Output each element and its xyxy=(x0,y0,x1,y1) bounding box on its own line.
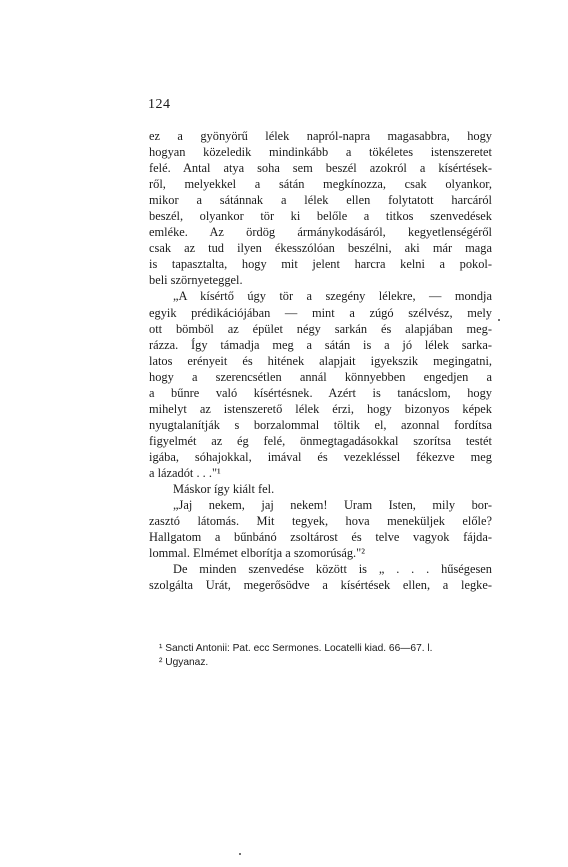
footnote: ¹ Sancti Antonii: Pat. ecc Sermones. Locatelli kiad. 66—67. l. xyxy=(159,643,433,654)
text-line: lommal. Elmémet elborítja a szomorúság."² xyxy=(149,546,365,561)
text-line: hogy a szerencsétlen annál könnyebben engedjen a xyxy=(149,369,492,384)
text-line: Máskor így kiált fel. xyxy=(173,482,275,497)
text-line: emléke. Az ördög ármánykodásáról, kegyetlenségéről xyxy=(149,225,492,240)
text-line: csak az tud ilyen ékesszólóan beszélni, aki már maga xyxy=(149,241,492,256)
text-line: nyugtalanítják s borzalommal töltik el, azonnal fordítsa xyxy=(149,417,492,432)
text-line: szolgálta Urát, megerősödve a kísértések ellen, a legke- xyxy=(149,578,492,593)
text-line: a lázadót . . ."¹ xyxy=(149,465,221,480)
text-line: hogyan közeledik mindinkább a tökéletes istenszeretet xyxy=(149,145,492,160)
body-text xyxy=(149,128,492,593)
page-number: 124 xyxy=(148,97,171,112)
text-line: ott bömböl az épület négy sarkán és alapjában meg- xyxy=(149,321,492,336)
text-line: „A kísértő úgy tör a szegény lélekre, — mondja xyxy=(173,289,492,304)
text-line: igába, sóhajokkal, imával és vezekléssel fékezve meg xyxy=(149,449,492,464)
text-line: egyik prédikációjában — mint a zúgó szélvész, mely xyxy=(149,305,492,320)
scan-speck xyxy=(239,853,241,855)
text-line: figyelmét az ég felé, önmegtagadásokkal szorítsa testét xyxy=(149,433,492,448)
text-line: ez a gyönyörű lélek napról-napra magasabbra, hogy xyxy=(149,129,492,143)
text-line: a bűnre való kísértésnek. Azért is tanácslom, hogy xyxy=(149,385,492,400)
text-line: mihelyt az istenszerető lélek érzi, hogy bizonyos képek xyxy=(149,401,492,416)
text-line: mikor a sátánnak a lélek ellen folytatott harcáról xyxy=(149,193,492,208)
text-line: ről, melyekkel a sátán megkínozza, csak olyankor, xyxy=(149,177,492,192)
scan-speck xyxy=(498,319,500,321)
text-line: latos erényeit és hitének alapjait igyekszik megingatni, xyxy=(149,353,492,368)
text-line: rázza. Így támadja meg a sátán is a jó lélek sarka- xyxy=(149,337,492,352)
text-line: Hallgatom a bűnbánó zsoltárost és telve vagyok fájda- xyxy=(149,530,492,545)
text-line: felé. Antal atya soha sem beszél azokról a kísértések- xyxy=(149,161,492,176)
footnote: ² Ugyanaz. xyxy=(159,657,209,668)
footnotes xyxy=(149,642,492,670)
text-line: De minden szenvedése között is „ . . . hűségesen xyxy=(173,562,492,577)
text-line: is tapasztalta, hogy mit jelent harcra kelni a pokol- xyxy=(149,257,492,272)
text-line: „Jaj nekem, jaj nekem! Uram Isten, mily bor- xyxy=(173,498,492,513)
text-line: zasztó látomás. Mit tegyek, hova meneküljek előle? xyxy=(149,514,492,529)
text-line: beli szörnyeteggel. xyxy=(149,273,243,288)
text-line: beszél, olyankor tör ki belőle a titkos szenvedések xyxy=(149,209,492,224)
